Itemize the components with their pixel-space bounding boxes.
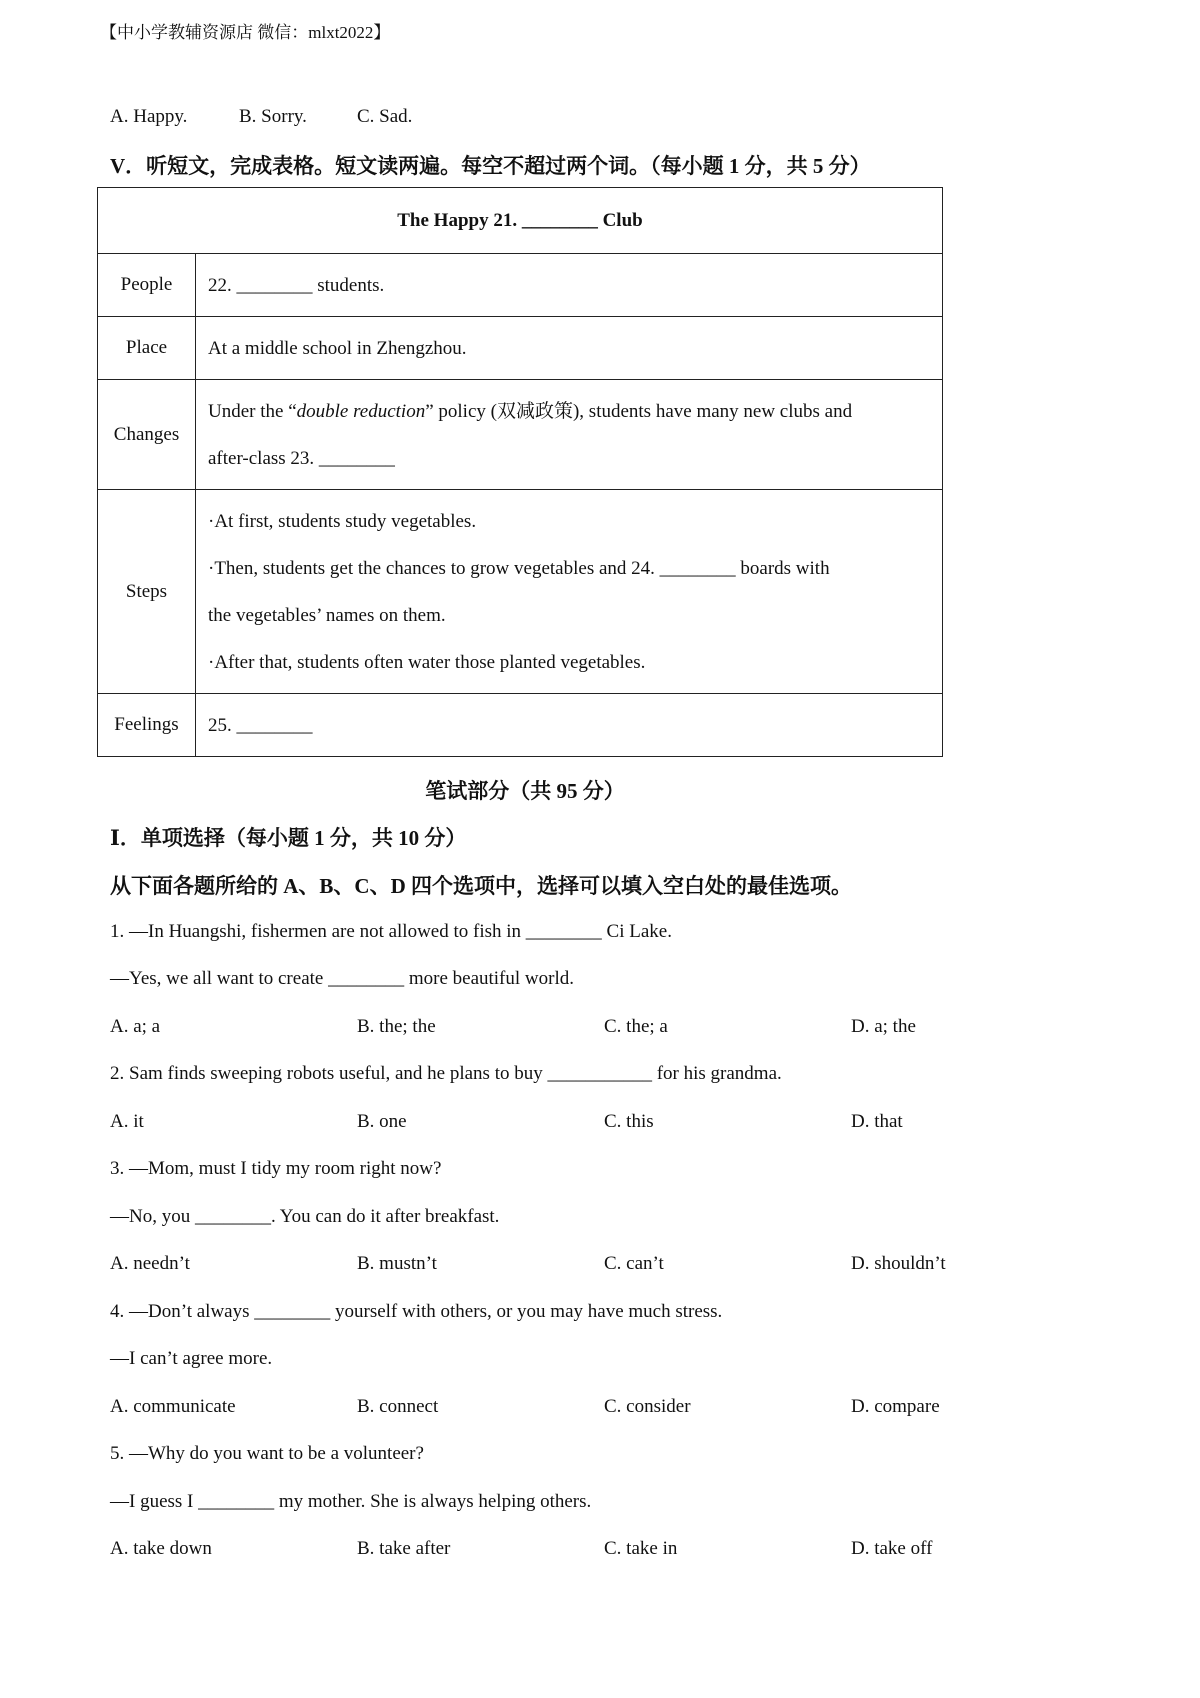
question-5-line-2: —I guess I ________ my mother. She is always helping others. [110,1491,592,1512]
prev-option-a: A. Happy. [110,106,188,127]
table-row [98,254,943,317]
prev-option-b: B. Sorry. [239,106,307,127]
question-1-line-1: 1. —In Huangshi, fishermen are not allowed to fish in ________ Ci Lake. [110,921,672,942]
part1-heading: Ⅰ．单项选择（每小题 1 分，共 10 分） [110,826,467,850]
question-4-line-2: —I can’t agree more. [110,1348,273,1369]
question-3-line-1: 3. —Mom, must I tidy my room right now? [110,1158,442,1179]
q2-option-a: A. it [110,1111,144,1132]
watermark-text: 【中小学教辅资源店 微信：mlxt2022】 [100,23,391,42]
table-row [98,694,943,757]
q5-option-b: B. take after [357,1538,451,1559]
q1-option-b: B. the; the [357,1016,436,1037]
row-content-steps [196,490,943,694]
q1-option-d: D. a; the [851,1016,916,1037]
changes-line-1 [208,388,930,435]
row-content-feelings: 25. ________ [196,694,943,757]
section5-heading: V．听短文，完成表格。短文读两遍。每空不超过两个词。（每小题 1 分，共 5 分） [110,154,871,178]
q1-option-c: C. the; a [604,1016,668,1037]
steps-line: ·Then, students get the chances to grow vegetables and 24. ________ boards with [208,557,830,579]
row-content-changes [196,380,943,490]
steps-line: ·After that, students often water those planted vegetables. [208,651,646,673]
prev-option-c: C. Sad. [357,106,413,127]
row-label-feelings: Feelings [98,694,196,757]
row-content-people: 22. ________ students. [196,254,943,317]
question-2-line-1: 2. Sam finds sweeping robots useful, and he plans to buy ___________ for his grandma. [110,1063,782,1084]
q4-option-a: A. communicate [110,1396,236,1417]
table-row [98,490,943,694]
q5-option-c: C. take in [604,1538,678,1559]
row-label-place: Place [98,317,196,380]
changes-line-2: after-class 23. ________ [208,447,395,469]
q4-option-b: B. connect [357,1396,439,1417]
q5-option-d: D. take off [851,1538,933,1559]
question-4-line-1: 4. —Don’t always ________ yourself with others, or you may have much stress. [110,1301,723,1322]
steps-line: ·At first, students study vegetables. [208,510,477,532]
row-content-place: At a middle school in Zhengzhou. [196,317,943,380]
question-3-line-2: —No, you ________. You can do it after breakfast. [110,1206,500,1227]
q2-option-b: B. one [357,1111,407,1132]
q1-option-a: A. a; a [110,1016,161,1037]
table-title: The Happy 21. ________ Club [98,188,943,254]
q3-option-d: D. shouldn’t [851,1253,946,1274]
table-row [98,317,943,380]
row-label-changes: Changes [98,380,196,490]
listening-table [97,187,943,757]
changes-pre: Under the “ [208,400,297,422]
q2-option-c: C. this [604,1111,654,1132]
changes-post: ” policy (双减政策), students have many new clubs and [425,400,853,422]
instruction-text: 从下面各题所给的 A、B、C、D 四个选项中，选择可以填入空白处的最佳选项。 [110,874,853,898]
steps-line: the vegetables’ names on them. [208,604,446,626]
row-label-people: People [98,254,196,317]
q3-option-b: B. mustn’t [357,1253,437,1274]
table-row [98,380,943,490]
table-title-row [98,188,943,254]
changes-italic: double reduction [296,400,426,422]
q3-option-c: C. can’t [604,1253,664,1274]
q4-option-c: C. consider [604,1396,691,1417]
q3-option-a: A. needn’t [110,1253,190,1274]
row-label-steps: Steps [98,490,196,694]
q4-option-d: D. compare [851,1396,940,1417]
q5-option-a: A. take down [110,1538,212,1559]
q2-option-d: D. that [851,1111,903,1132]
question-1-line-2: —Yes, we all want to create ________ more beautiful world. [110,968,574,989]
written-part-heading: 笔试部分（共 95 分） [425,779,625,803]
question-5-line-1: 5. —Why do you want to be a volunteer? [110,1443,424,1464]
